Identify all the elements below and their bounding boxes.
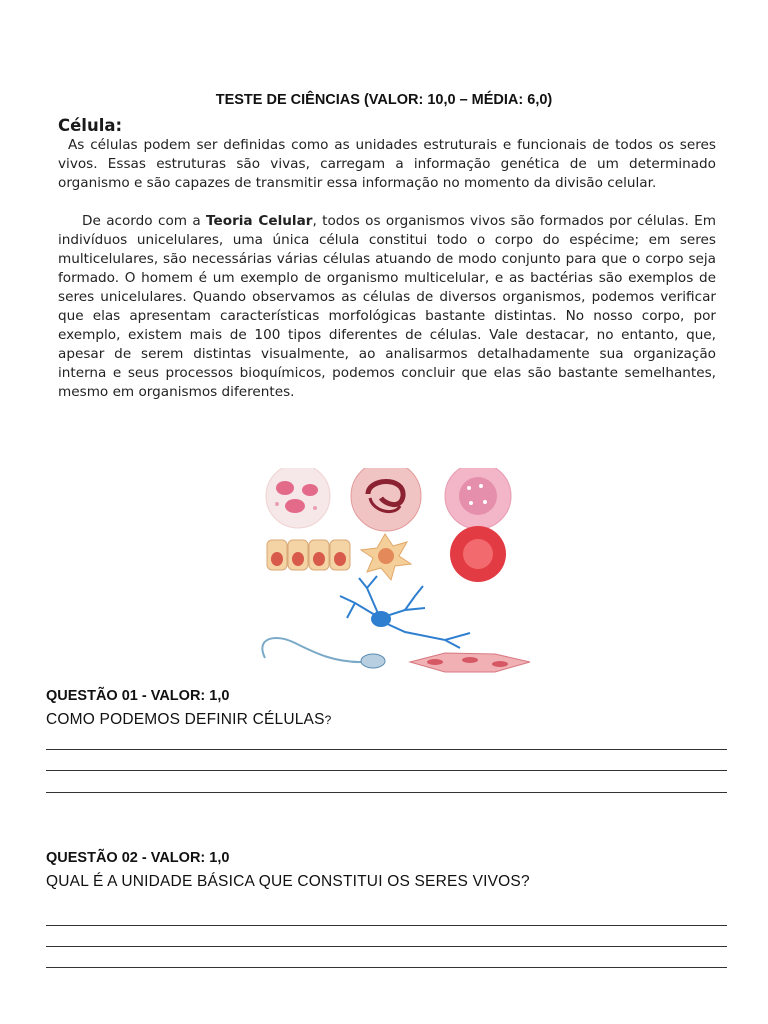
question-2-label: QUESTÃO 02 - VALOR: 1,0 [46, 850, 230, 866]
question-2-text: QUAL É A UNIDADE BÁSICA QUE CONSTITUI OS SERES VIVOS? [46, 873, 530, 890]
neuron-cell [340, 576, 470, 648]
answer-line[interactable] [46, 967, 727, 968]
paragraph-text: De acordo com a [82, 213, 207, 229]
question-mark: ? [324, 713, 332, 727]
bone-cell [361, 534, 411, 580]
answer-line[interactable] [46, 792, 727, 793]
reading-paragraph-2 [58, 212, 716, 402]
answer-line[interactable] [46, 770, 727, 771]
page-title: TESTE DE CIÊNCIAS (VALOR: 10,0 – MÉDIA: 6,0) [215, 92, 553, 108]
reading-paragraph-1: As células podem ser definidas como as unidades estruturais e funcionais de todos os seres vivos. Essas estruturas são vivas, carregam a informação genética de um determinado organismo e são capazes de transmitir essa informação no momento da divisão celular. [58, 137, 716, 191]
red-blood-cell [450, 526, 506, 582]
eosinophil-cell [351, 468, 421, 531]
muscle-cells [410, 653, 530, 672]
epithelial-cells [267, 540, 350, 570]
question-1-text [46, 711, 332, 729]
cell-types-illustration [255, 468, 535, 678]
question-1-label: QUESTÃO 01 - VALOR: 1,0 [46, 688, 230, 704]
basophil-cell [445, 468, 511, 529]
question-1-prompt: COMO PODEMOS DEFINIR CÉLULAS [46, 711, 325, 728]
answer-line[interactable] [46, 925, 727, 926]
section-heading: Célula: [58, 116, 123, 135]
answer-line[interactable] [46, 749, 727, 750]
paragraph-text: , todos os organismos vivos são formados por células. Em indivíduos unicelulares, uma única célula constitui todo o corpo do espécime; em seres multicelulares, são necessárias várias células atuando de modo conjunto para que o corpo seja formado. O homem é um exemplo de organismo multicelular, e as bactérias são exemplos de seres unicelulares. Quando observamos as células de diversos organismos, podemos verificar que elas apresentam características morfológicas bastante distintas. No nosso corpo, por exemplo, existem mais de 100 tipos diferentes de células. Vale destacar, no entanto, que, apesar de serem distintas visualmente, ao analisarmos detalhadamente sua organização interna e seus processos bioquímicos, podemos concluir que elas são bastante semelhantes, mesmo em organismos diferentes. [58, 213, 716, 400]
sperm-cell [262, 638, 385, 668]
teoria-celular-term: Teoria Celular [206, 213, 313, 229]
answer-line[interactable] [46, 946, 727, 947]
neutrophil-cell [266, 468, 330, 528]
